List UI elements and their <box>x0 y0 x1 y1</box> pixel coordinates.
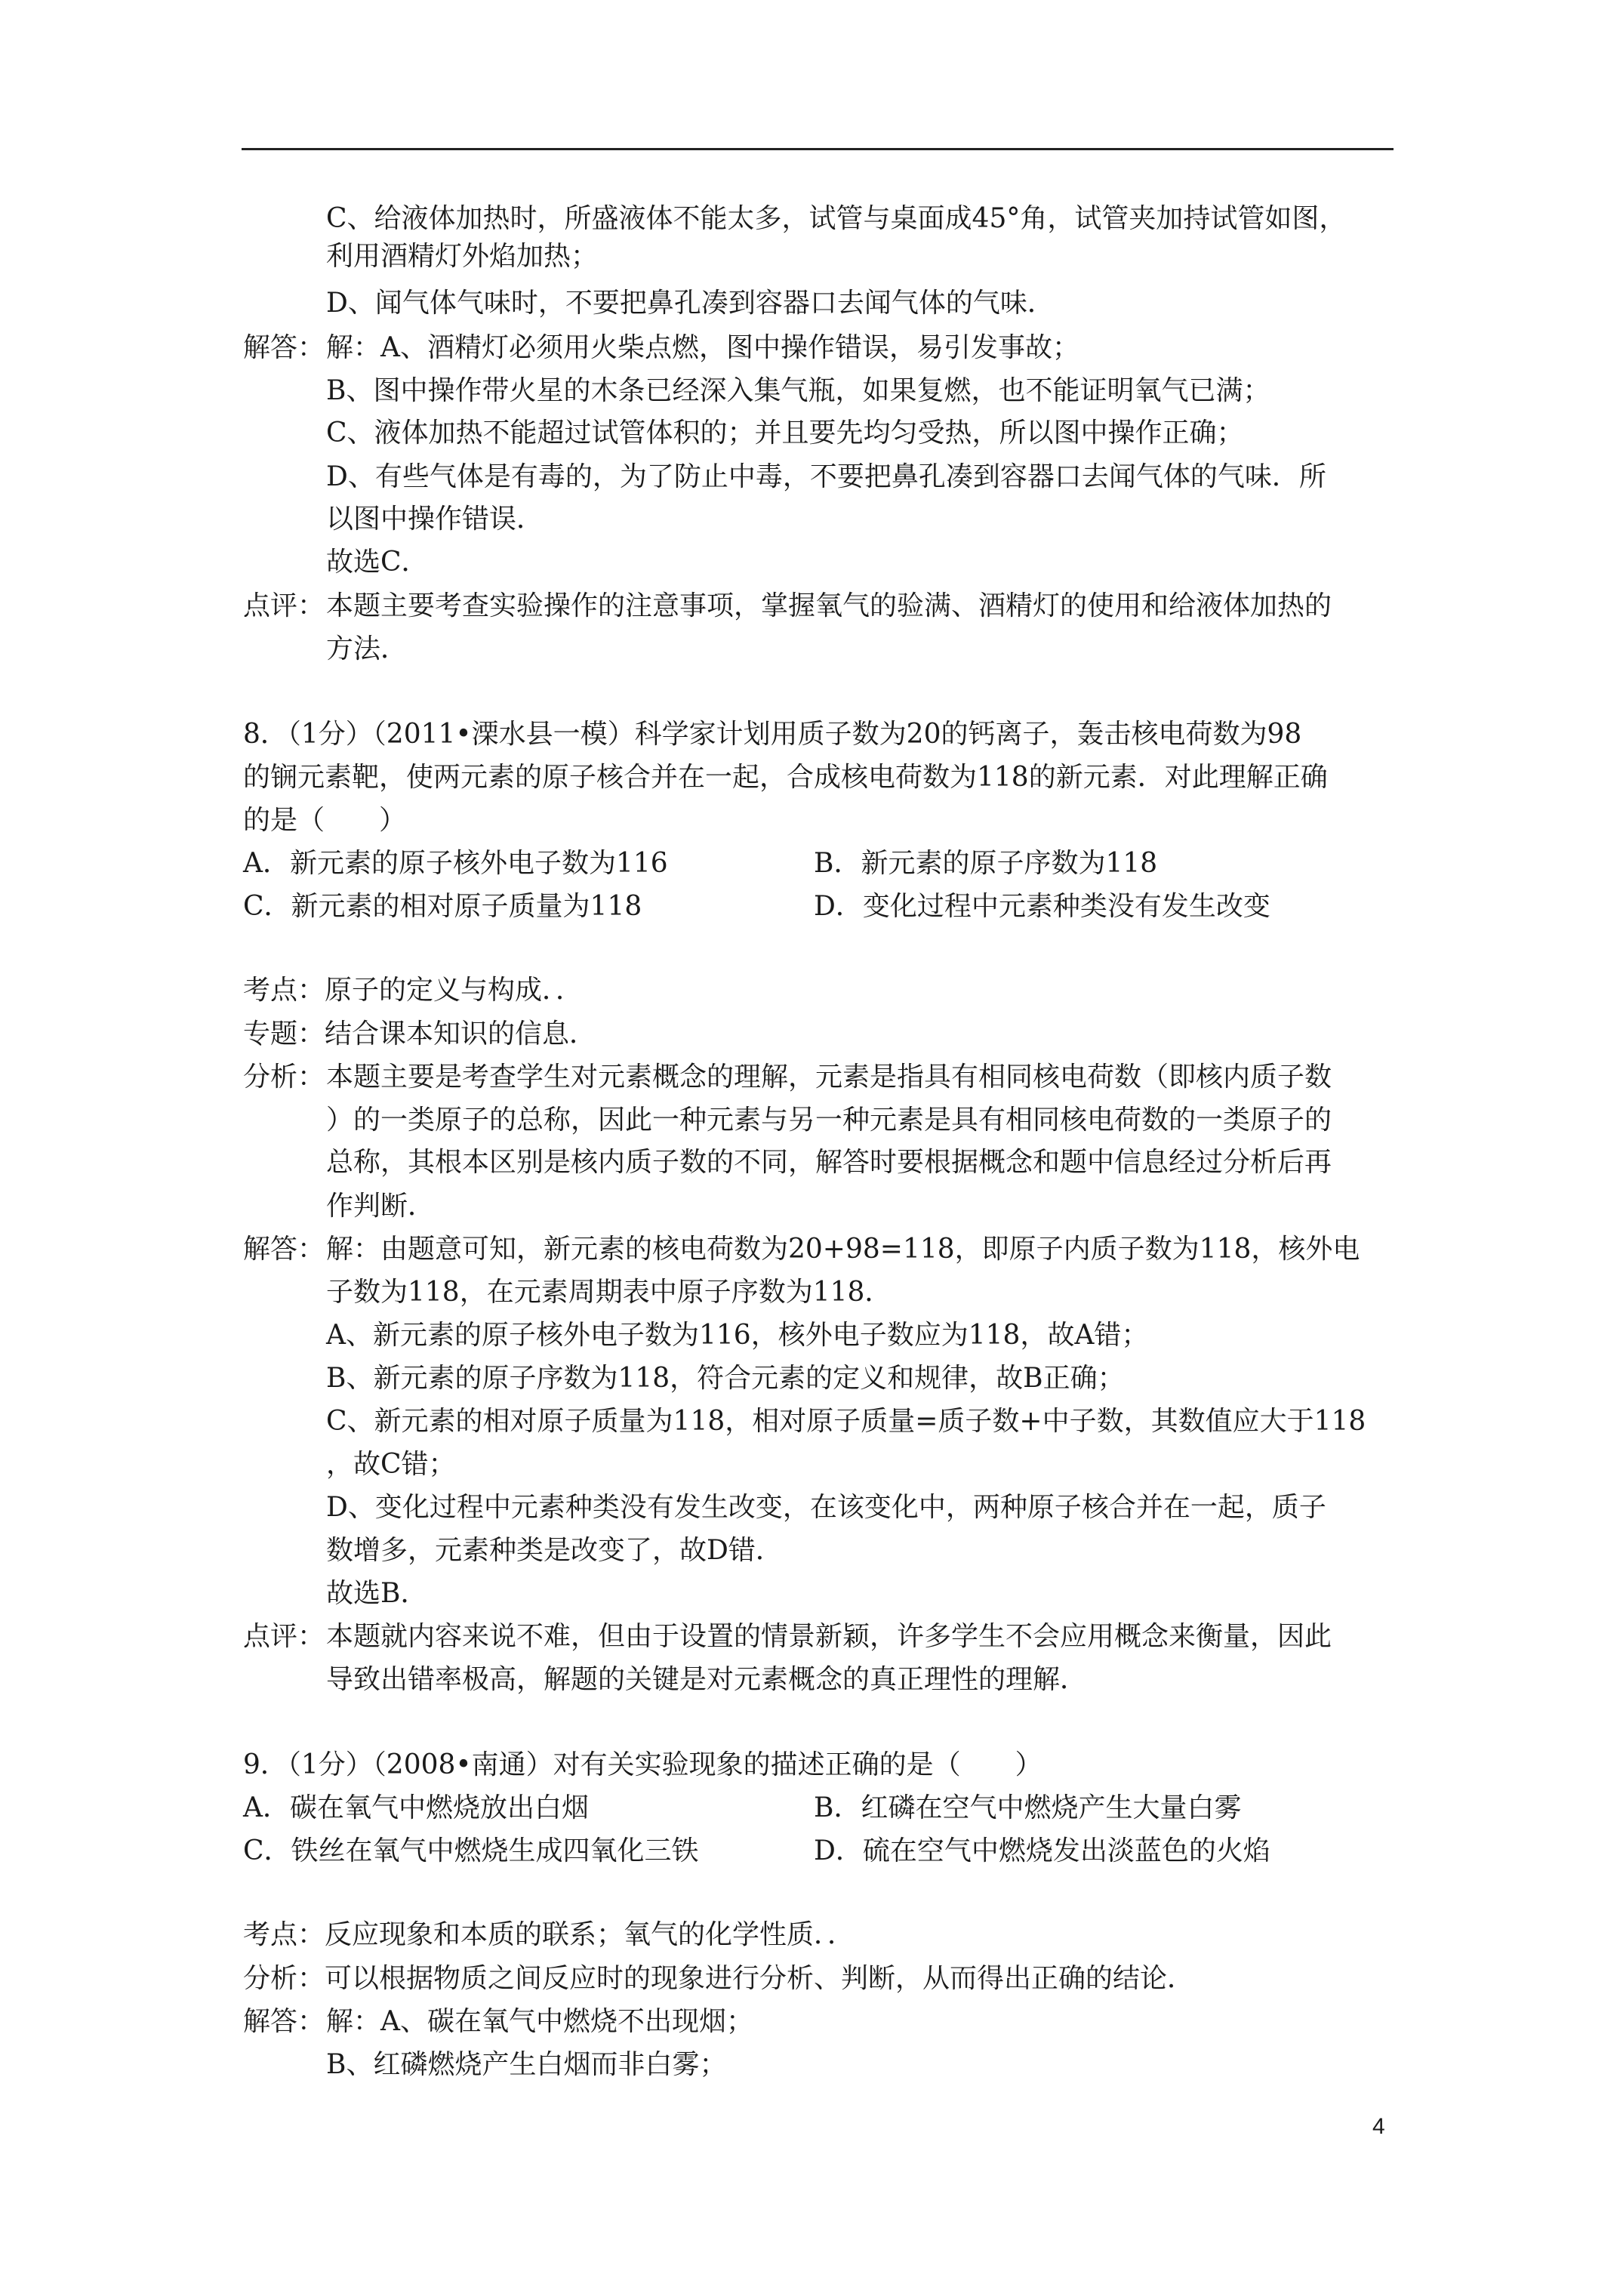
q9-kaodian: 考点：反应现象和本质的联系；氧气的化学性质．． <box>243 1919 855 1950</box>
q8-answer-d-line1: D、变化过程中元素种类没有发生改变，在该变化中，两种原子核合并在一起，质子 <box>326 1492 1326 1523</box>
comment-line2: 方法． <box>326 633 408 664</box>
q8-answer-d-line2: 数增多，元素种类是改变了，故D错． <box>326 1535 783 1566</box>
answer-a: 解：A、酒精灯必须用火柴点燃，图中操作错误，易引发事故； <box>326 332 1079 363</box>
page-number: 4 <box>1372 2114 1385 2139</box>
q8-answer-a: A、新元素的原子核外电子数为116，核外电子数应为118，故A错； <box>326 1320 1149 1351</box>
q8-analysis-line2: ）的一类原子的总称，因此一种元素与另一种元素是具有相同核电荷数的一类原子的 <box>326 1105 1332 1136</box>
option-c-line2: 利用酒精灯外焰加热； <box>326 241 599 272</box>
q8-answer-line2: 子数为118，在元素周期表中原子序数为118． <box>326 1277 892 1308</box>
q8-stem-line3: 的是（ ） <box>243 805 407 836</box>
q8-comment-label: 点评： <box>243 1621 325 1652</box>
q9-answer-b: B、红磷燃烧产生白烟而非白雾； <box>326 2049 727 2080</box>
q8-answer-line1: 解：由题意可知，新元素的核电荷数为20+98=118，即原子内质子数为118，核外电 <box>326 1234 1360 1265</box>
q8-stem-line1: 8．（1分）（2011•溧水县一模）科学家计划用质子数为20的钙离子，轰击核电荷数为98 <box>243 719 1302 750</box>
answer-label: 解答： <box>243 332 325 363</box>
q8-option-c: C．新元素的相对原子质量为118 <box>243 891 642 922</box>
q8-analysis-label: 分析： <box>243 1062 325 1093</box>
q8-analysis-line3: 总称，其根本区别是核内质子数的不同，解答时要根据概念和题中信息经过分析后再 <box>326 1147 1332 1178</box>
comment-label: 点评： <box>243 590 325 621</box>
answer-d-line2: 以图中操作错误． <box>326 504 544 535</box>
q9-stem: 9．（1分）（2008•南通）对有关实验现象的描述正确的是（ ） <box>243 1749 1042 1780</box>
q8-zhuanti: 专题：结合课本知识的信息． <box>243 1019 597 1049</box>
q8-answer-choice: 故选B． <box>326 1578 428 1609</box>
answer-b: B、图中操作带火星的木条已经深入集气瓶，如果复燃，也不能证明氧气已满； <box>326 375 1270 406</box>
q8-analysis-line4: 作判断． <box>326 1191 436 1222</box>
option-c-line1: C、给液体加热时，所盛液体不能太多，试管与桌面成45°角，试管夹加持试管如图， <box>326 203 1347 234</box>
q9-analysis: 分析：可以根据物质之间反应时的现象进行分析、判断，从而得出正确的结论． <box>243 1963 1195 1994</box>
q8-answer-label: 解答： <box>243 1234 325 1265</box>
q8-kaodian: 考点：原子的定义与构成．． <box>243 975 584 1006</box>
q9-option-c: C．铁丝在氧气中燃烧生成四氧化三铁 <box>243 1835 699 1866</box>
q8-option-b: B．新元素的原子序数为118 <box>814 848 1158 879</box>
q8-option-d: D．变化过程中元素种类没有发生改变 <box>814 891 1270 922</box>
answer-d-line1: D、有些气体是有毒的，为了防止中毒，不要把鼻孔凑到容器口去闻气体的气味．所 <box>326 461 1326 492</box>
q9-option-b: B．红磷在空气中燃烧产生大量白雾 <box>814 1792 1242 1823</box>
q9-option-a: A．碳在氧气中燃烧放出白烟 <box>243 1792 589 1823</box>
q8-answer-c-line1: C、新元素的相对原子质量为118，相对原子质量=质子数+中子数，其数值应大于118 <box>326 1406 1366 1437</box>
answer-choice: 故选C． <box>326 547 429 578</box>
q9-option-d: D．硫在空气中燃烧发出淡蓝色的火焰 <box>814 1835 1270 1866</box>
q8-comment-line2: 导致出错率极高，解题的关键是对元素概念的真正理性的理解． <box>326 1664 1088 1695</box>
comment-line1: 本题主要考查实验操作的注意事项，掌握氧气的验满、酒精灯的使用和给液体加热的 <box>326 590 1332 621</box>
option-d-line: D、闻气体气味时，不要把鼻孔凑到容器口去闻气体的气味． <box>326 288 1055 319</box>
q9-answer-a: 解：A、碳在氧气中燃烧不出现烟； <box>326 2006 753 2037</box>
q8-analysis-line1: 本题主要是考查学生对元素概念的理解，元素是指具有相同核电荷数（即核内质子数 <box>326 1062 1332 1093</box>
q8-comment-line1: 本题就内容来说不难，但由于设置的情景新颖，许多学生不会应用概念来衡量，因此 <box>326 1621 1332 1652</box>
q8-stem-line2: 的锎元素靶，使两元素的原子核合并在一起，合成核电荷数为118的新元素．对此理解正确 <box>243 762 1328 793</box>
answer-c: C、液体加热不能超过试管体积的；并且要先均匀受热，所以图中操作正确； <box>326 418 1244 448</box>
q8-answer-b: B、新元素的原子序数为118，符合元素的定义和规律，故B正确； <box>326 1363 1125 1394</box>
q8-option-a: A．新元素的原子核外电子数为116 <box>243 848 668 879</box>
q8-answer-c-line2: ，故C错； <box>326 1449 456 1480</box>
q9-answer-label: 解答： <box>243 2006 325 2037</box>
header-rule <box>242 148 1394 150</box>
